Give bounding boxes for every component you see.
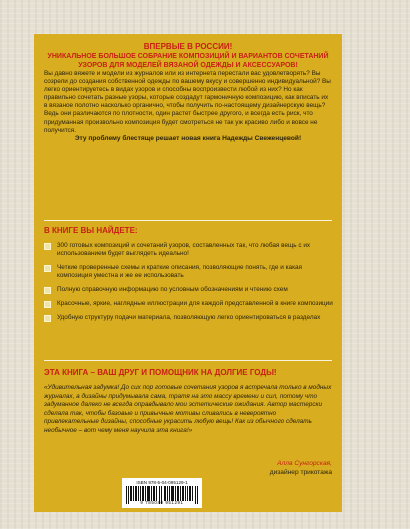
isbn-text: ISBN 978-5-04-095129-1 [136,480,188,485]
review-quote: «Удивительная задумка! До сих пор готовые сочетания узоров я встречала только в модных журналах, а дизайны придумывала сама, тратя на это массу времени и сил, потому что задуманное далеко не всегда оправдывало мои эстетические ожидания. Автор мастерски сделала так, чтобы базовые и привычные мотивы сливались в невероятно привлекательные дизайны, способные украсить любую вещь! Как из обычного сделать необычное – вот чему меня научила эта книга!» [44,384,332,434]
checkbox-bullet-icon [44,315,51,322]
intro-paragraph: Вы давно вяжете и модели из журналов или из интернета перестали вас удовлетворять? Вы созрели до создания собственной одежды по вашему вкусу и совершенно индивидуальной? Вы легко ориентируетесь в видах узоров и способны воспроизвести любой из них? Но как правильно сочетать разные узоры, которые создадут гармоничную композицию, как вписать их в вязаное полотно насколько органично, чтобы получить по-настоящему дизайнерскую вещь? Ведь они различаются по плотности, один растет быстрее другого, и всегда есть риск, что придуманная произвольно композиция будет смотреться не так уж красиво либо и вовсе не получится. [44,70,331,134]
list-item [44,242,334,258]
headline: ВПЕРВЫЕ В РОССИИ! [143,42,233,51]
author-role: дизайнер трикотажа [269,468,332,476]
barcode-number: 9 785040 951291 [140,500,184,505]
section-title: В КНИГЕ ВЫ НАЙДЕТЕ: [44,226,138,235]
lead-text: УНИКАЛЬНОЕ БОЛЬШОЕ СОБРАНИЕ КОМПОЗИЦИЙ И ВАРИАНТОВ СОЧЕТАНИЙ УЗОРОВ ДЛЯ МОДЕЛЕЙ ВЯЗАНОЙ ОДЕЖДЫ И АКСЕССУАРОВ! [47,53,329,69]
divider-middle [44,360,332,361]
feature-text: Полную справочную информацию по условным обозначениям и чтению схем [57,286,288,293]
list-item [44,314,334,322]
list-item [44,286,334,294]
checkbox-bullet-icon [44,287,51,294]
feature-list [44,242,334,322]
problem-statement: Эту проблему блестяще решает новая книга Надежды Свеженцевой! [74,134,302,142]
checkbox-bullet-icon [44,265,51,272]
features-section [44,226,334,328]
divider-top [44,220,332,221]
review-author [270,460,332,477]
barcode-label [122,478,202,508]
checkbox-bullet-icon [44,301,51,308]
feature-text: Удобную структуру подачи материала, позволяющую легко ориентироваться в разделах [57,314,321,321]
slogan: ЭТА КНИГА – ВАШ ДРУГ И ПОМОЩНИК НА ДОЛГИЕ ГОДЫ! [44,368,277,377]
feature-text: 300 готовых композиций и сочетаний узоров, составленных так, что любая вещь с их использованием будет выглядеть идеально! [57,242,311,257]
feature-text: Красочные, яркие, наглядные иллюстрации для каждой представленной в книге композиции [57,300,333,307]
feature-text: Четкие проверенные схемы и краткие описания, позволяющие понять, где и какая композиция уместна и же ее использовать [57,264,303,279]
list-item [44,300,334,308]
checkbox-bullet-icon [44,243,51,250]
author-name: Алла Сунгорская, [277,460,332,467]
list-item [44,264,334,280]
